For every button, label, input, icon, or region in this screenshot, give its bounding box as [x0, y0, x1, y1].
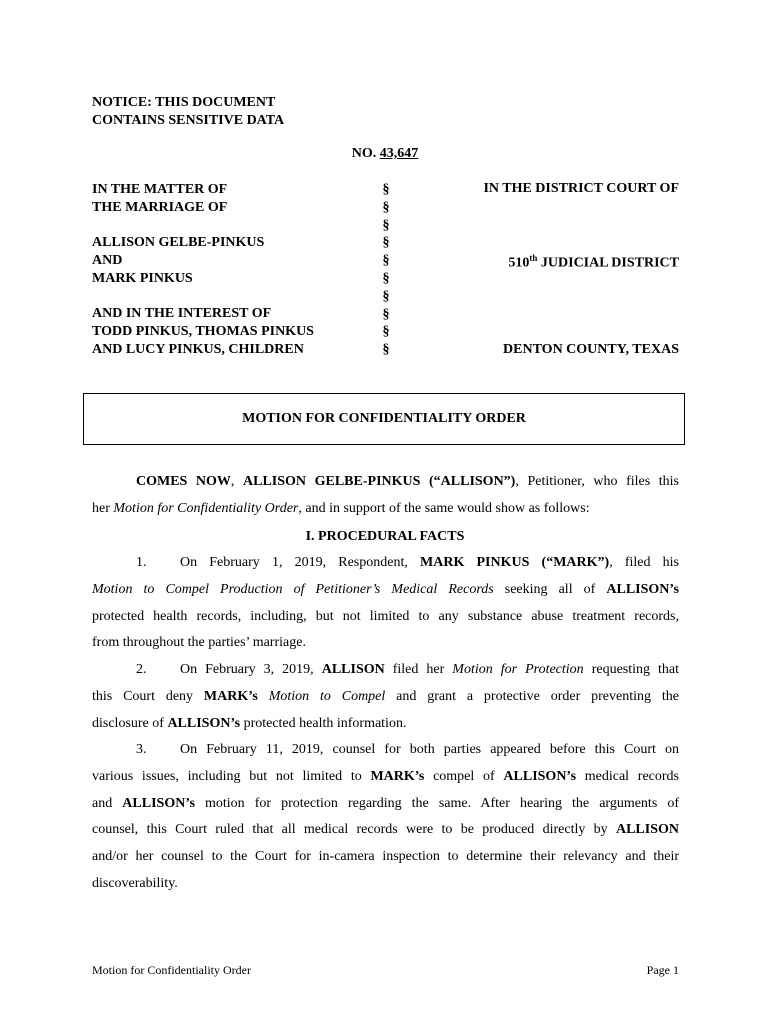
- sensitive-data-notice: [92, 94, 284, 130]
- district-label: JUDICIAL DISTRICT: [537, 255, 679, 271]
- text: various issues, including but not limited to: [92, 768, 371, 784]
- text: requesting that: [583, 662, 680, 677]
- text: [258, 689, 269, 704]
- text: seeking all of: [493, 581, 607, 597]
- footer-document-name: Motion for Confidentiality Order: [92, 963, 251, 977]
- party-name: MARK’s: [370, 768, 425, 784]
- caption-line: AND LUCY PINKUS, CHILDREN: [92, 342, 304, 357]
- caption-line: ALLISON GELBE-PINKUS: [92, 235, 265, 250]
- caption-county: DENTON COUNTY, TEXAS: [503, 342, 679, 357]
- paragraph-3: [92, 737, 679, 898]
- text: , and in support of the same would show as follows:: [298, 500, 590, 516]
- text: ,: [230, 474, 244, 489]
- p2-line-3: [92, 711, 679, 738]
- section-symbol: §: [382, 235, 390, 251]
- respondent-name: MARK PINKUS (“MARK”): [420, 555, 610, 570]
- comes-now: COMES NOW: [136, 474, 231, 489]
- district-ordinal: th: [529, 253, 538, 263]
- caption-court: IN THE DISTRICT COURT OF: [483, 181, 679, 196]
- text: counsel, this Court ruled that all medical records were to be produced directly by: [92, 822, 616, 838]
- text: and: [92, 795, 123, 811]
- p1-line-3: protected health records, including, but not limited to any substance abuse treatment records,: [92, 608, 679, 624]
- footer-page-number: Page 1: [646, 963, 679, 977]
- caption-line: MARK PINKUS: [92, 271, 193, 286]
- text: On February 11, 2019, counsel for both parties appeared before this Court on: [180, 742, 679, 757]
- section-symbol: §: [382, 217, 390, 233]
- notice-line-2: CONTAINS SENSITIVE DATA: [92, 113, 285, 128]
- text: her: [92, 500, 114, 516]
- paragraph-number: 2.: [136, 662, 147, 677]
- text: , filed his: [609, 555, 679, 570]
- text: disclosure of: [92, 715, 168, 731]
- text: this Court deny: [92, 688, 204, 704]
- motion-title: Motion to Compel Production of Petitioner’s Medical Records: [92, 581, 494, 597]
- paragraph-number: 3.: [136, 742, 147, 757]
- paragraph-2: [92, 657, 679, 737]
- p2-line-1: [92, 657, 679, 684]
- text: , Petitioner, who files this: [515, 474, 680, 489]
- p1-line-2: [92, 577, 679, 604]
- district-number: 510: [508, 255, 530, 271]
- party-name: ALLISON’s: [122, 795, 195, 811]
- case-number-prefix: NO.: [351, 146, 377, 161]
- section-symbol: §: [382, 253, 390, 269]
- section-symbol: §: [382, 270, 390, 286]
- p3-line-3: [92, 791, 679, 818]
- paragraph-number: 1.: [136, 555, 147, 570]
- p1-line-4: from throughout the parties’ marriage.: [92, 635, 306, 651]
- motion-title: Motion for Confidentiality Order: [113, 500, 299, 516]
- case-number: [0, 146, 770, 162]
- petitioner-name: ALLISON GELBE-PINKUS (“ALLISON”): [243, 474, 516, 489]
- party-name: ALLISON’s: [606, 581, 679, 597]
- text: motion for protection regarding the same. After hearing the arguments of: [194, 795, 680, 811]
- text: protected health information.: [240, 715, 407, 731]
- caption-line: AND IN THE INTEREST OF: [92, 306, 272, 321]
- party-name: ALLISON: [615, 822, 679, 838]
- case-number-value: 43,647: [379, 146, 419, 161]
- section-symbol: §: [382, 182, 390, 197]
- p3-line-1: [92, 737, 679, 764]
- intro-line-2: [92, 496, 679, 523]
- section-symbol: §: [382, 306, 390, 322]
- caption-line: THE MARRIAGE OF: [92, 200, 228, 215]
- document-title-box: [83, 393, 685, 445]
- text: medical records: [576, 768, 679, 784]
- document-title: MOTION FOR CONFIDENTIALITY ORDER: [242, 411, 526, 426]
- p1-line-1: [92, 550, 679, 577]
- text: On February 3, 2019,: [180, 662, 322, 677]
- caption-section-symbols: [380, 181, 392, 359]
- party-name: ALLISON’s: [167, 715, 241, 731]
- section-symbol: §: [382, 324, 390, 340]
- caption-district: [508, 253, 679, 272]
- intro-paragraph: [92, 469, 679, 523]
- text: filed her: [384, 662, 453, 677]
- p3-line-4: [92, 817, 679, 844]
- notice-line-1: NOTICE: THIS DOCUMENT: [92, 95, 276, 110]
- p3-line-5: and/or her counsel to the Court for in-camera inspection to determine their relevancy and their: [92, 849, 679, 865]
- party-name: ALLISON’s: [503, 768, 577, 784]
- p3-line-2: [92, 764, 679, 791]
- caption-parties: [92, 181, 314, 359]
- party-name: MARK’s: [203, 688, 258, 704]
- intro-line-1: [92, 469, 679, 496]
- paragraph-1: [92, 550, 679, 657]
- caption-line: AND: [92, 253, 123, 268]
- p3-line-6: discoverability.: [92, 875, 178, 891]
- caption-line: IN THE MATTER OF: [92, 182, 228, 197]
- party-name: ALLISON: [321, 662, 385, 677]
- motion-title: Motion for Protection: [452, 662, 584, 677]
- motion-title: Motion to Compel: [268, 688, 386, 704]
- text: compel of: [424, 768, 504, 784]
- section-heading: I. PROCEDURAL FACTS: [305, 529, 465, 544]
- text: and grant a protective order preventing the: [385, 688, 679, 704]
- section-symbol: §: [382, 342, 390, 358]
- text: On February 1, 2019, Respondent,: [180, 555, 421, 570]
- p2-line-2: [92, 684, 679, 711]
- section-symbol: §: [382, 199, 390, 215]
- caption-line: TODD PINKUS, THOMAS PINKUS: [92, 324, 314, 339]
- section-symbol: §: [382, 288, 390, 304]
